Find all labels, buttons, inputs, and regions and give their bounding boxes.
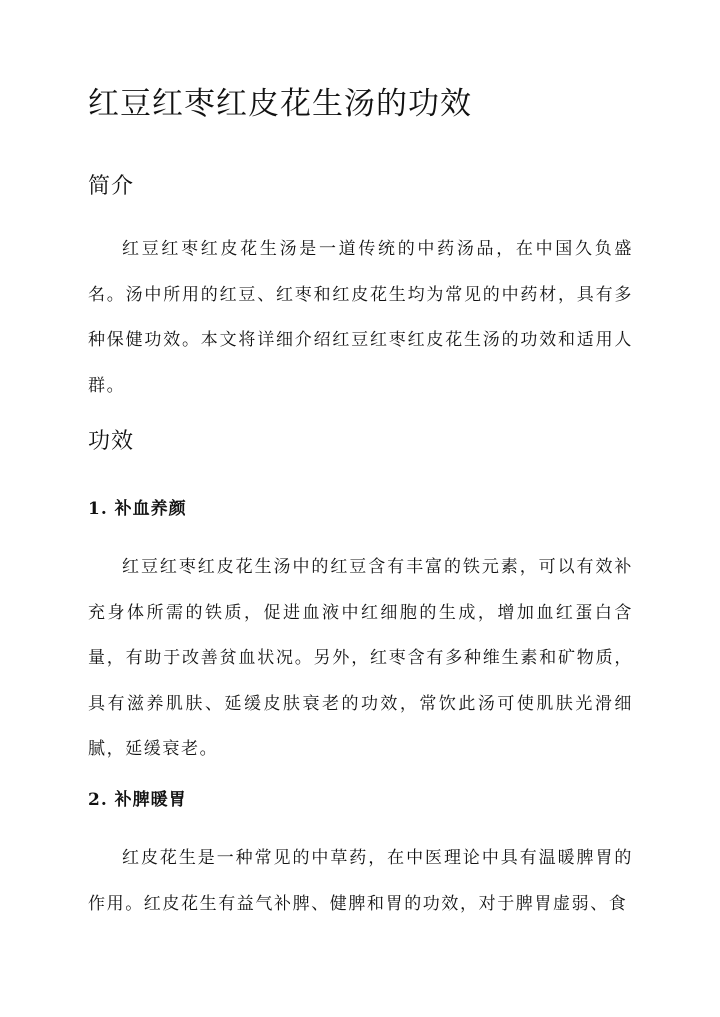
intro-paragraph: 红豆红枣红皮花生汤是一道传统的中药汤品，在中国久负盛名。汤中所用的红豆、红枣和红皮花生均为常见的中药材，具有多种保健功效。本文将详细介绍红豆红枣红皮花生汤的功效和适用人群。 xyxy=(88,239,633,396)
effect-paragraph-2: 红皮花生是一种常见的中草药，在中医理论中具有温暖脾胃的作用。红皮花生有益气补脾、健脾和胃的功效，对于脾胃虚弱、食 xyxy=(88,848,633,914)
section-heading-intro: 简介 xyxy=(88,174,135,199)
effect-heading-2: 2. 补脾暖胃 xyxy=(88,790,187,810)
effect-paragraph-1: 红豆红枣红皮花生汤中的红豆含有丰富的铁元素，可以有效补充身体所需的铁质，促进血液中红细胞的生成，增加血红蛋白含量，有助于改善贫血状况。另外，红枣含有多种维生素和矿物质，具有滋养肌肤、延缓皮肤衰老的功效，常饮此汤可使肌肤光滑细腻，延缓衰老。 xyxy=(88,557,633,759)
section-heading-effects: 功效 xyxy=(88,429,135,454)
document-title: 红豆红枣红皮花生汤的功效 xyxy=(88,86,472,122)
effect-heading-1: 1. 补血养颜 xyxy=(88,499,187,519)
